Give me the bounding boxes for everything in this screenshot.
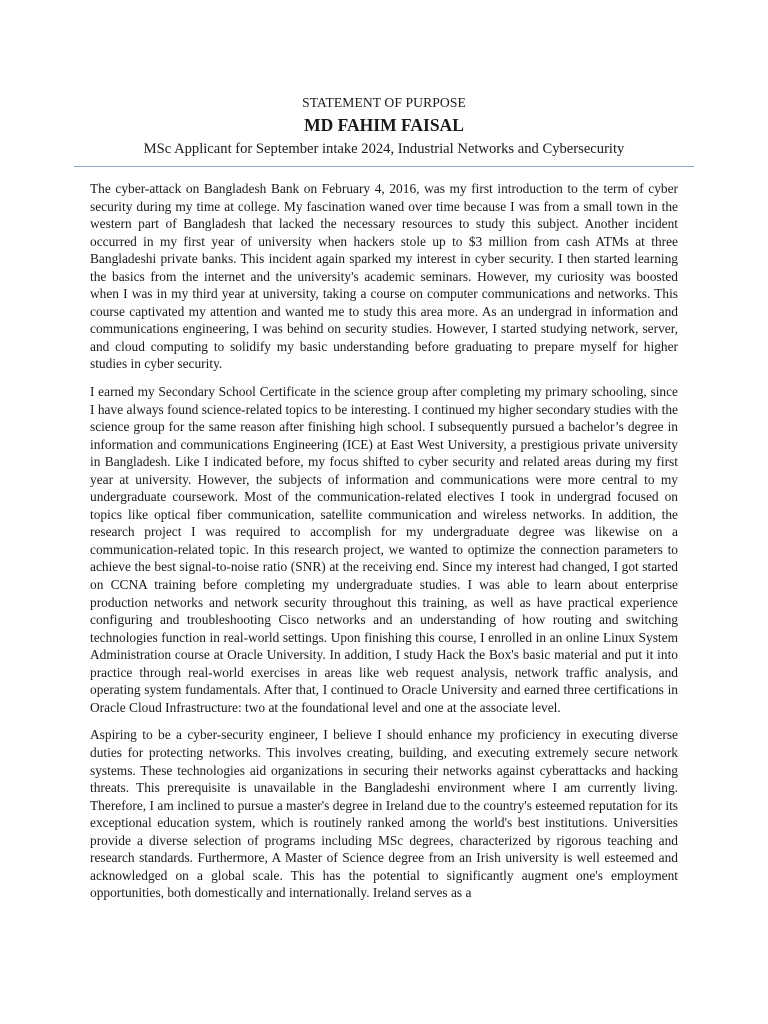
header-divider (74, 166, 694, 167)
document-body (90, 180, 678, 912)
applicant-name: MD FAHIM FAISAL (304, 115, 464, 135)
application-subtitle: MSc Applicant for September intake 2024, Industrial Networks and Cybersecurity (143, 141, 625, 157)
document-label: STATEMENT OF PURPOSE (302, 95, 466, 110)
paragraph-aspiration: Aspiring to be a cyber-security engineer, I believe I should enhance my proficiency in executing diverse duties for protecting networks. This involves creating, building, and executing extremely secure network systems. These technologies aid organizations in securing their networks against cyberattacks and hacking threats. This prerequisite is unavailable in the Bangladeshi environment where I am currently living. Therefore, I am inclined to pursue a master's degree in Ireland due to the country's esteemed reputation for its exceptional education system, which is routinely ranked among the world's best institutions. Universities provide a diverse selection of programs including MSc degrees, characterized by rigorous teaching and research standards. Furthermore, A Master of Science degree from an Irish university is well esteemed and acknowledged on a global scale. This has the potential to significantly augment one's employment opportunities, both domestically and internationally. Ireland serves as a (90, 727, 678, 901)
document-header (0, 93, 768, 159)
paragraph-introduction: The cyber-attack on Bangladesh Bank on February 4, 2016, was my first introduction to the term of cyber security during my time at college. My fascination waned over time because I was from a small town in the western part of Bangladesh that lacked the necessary resources to study this subject. Another incident occurred in my first year of university when hackers stole up to $3 million from cash ATMs at three Bangladeshi private banks. This incident again sparked my interest in cyber security. I then started learning the basics from the internet and the university's academic seminars. However, my curiosity was boosted when I was in my third year at university, taking a course on computer communications and networks. This course captivated my attention and wanted me to study this area more. As an undergrad in information and communications engineering, I was behind on security studies. However, I started studying network, server, and cloud computing to solidify my basic understanding before graduating to prepare myself for higher studies in cyber security. (90, 181, 678, 372)
paragraph-education: I earned my Secondary School Certificate in the science group after completing my primary schooling, since I have always found science-related topics to be interesting. I continued my higher secondary studies with the science group for the same reason after finishing high school. I subsequently pursued a bachelor’s degree in information and communications Engineering (ICE) at East West University, a prestigious private university in Bangladesh. Like I indicated before, my focus shifted to cyber security and related areas during my first year at university. However, the subjects of information and communications were more central to my undergraduate coursework. Most of the communication-related electives I took in undergrad focused on topics like optical fiber communication, satellite communication and wireless networks. In addition, the research project I was required to accomplish for my undergraduate degree was likewise on a communication-related topic. In this research project, we wanted to optimize the connection parameters to achieve the best signal-to-noise ratio (SNR) at the receiving end. Since my interest had changed, I got started on CCNA training before completing my undergraduate studies. I was able to learn about enterprise production networks and network security throughout this training, as well as have practical experience configuring and troubleshooting Cisco networks and an understanding of how routing and switching technologies function in real-world settings. Upon finishing this course, I enrolled in an online Linux System Administration course at Oracle University. In addition, I study Hack the Box's basic material and put it into practice through real-world exercises in areas like web request analysis, network traffic analysis, and operating system fundamentals. After that, I continued to Oracle University and earned three certifications in Oracle Cloud Infrastructure: two at the foundational level and one at the associate level. (90, 384, 678, 715)
